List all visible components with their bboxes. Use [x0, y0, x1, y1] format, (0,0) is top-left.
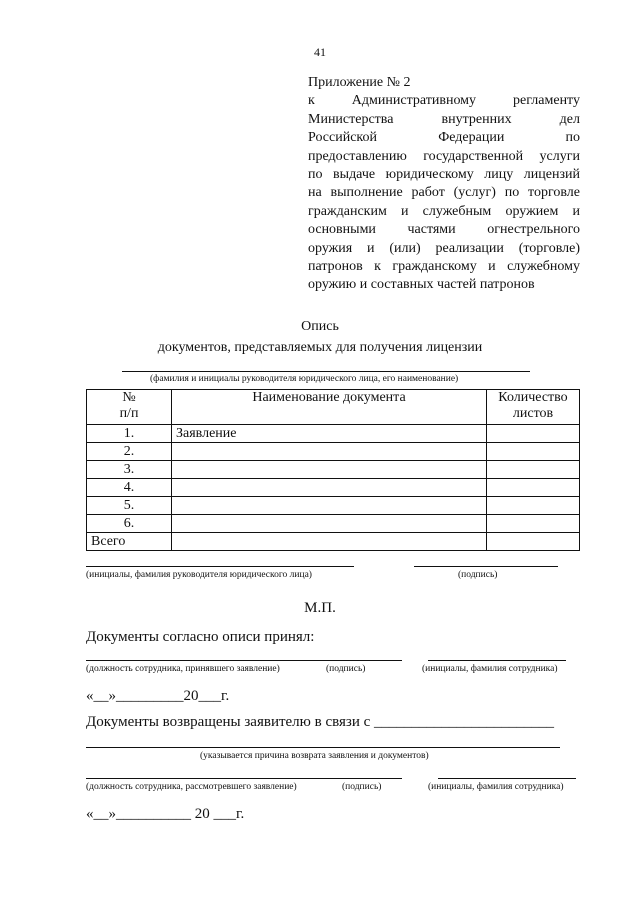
- row-number: 4.: [87, 479, 172, 497]
- table-header-row: [87, 390, 580, 425]
- header-number-line1: №: [122, 390, 136, 405]
- row-document-name: [172, 443, 487, 461]
- annex-line: по выдаче юридическому лицу лицензий: [308, 167, 580, 183]
- head-signature-line: [414, 566, 558, 567]
- returned-date: «__»__________ 20 ___г.: [86, 806, 245, 822]
- row-document-name: Заявление: [172, 425, 487, 443]
- head-name-line: [86, 566, 354, 567]
- inventory-subtitle: документов, представляемых для получения лицензии: [157, 340, 483, 355]
- annex-line: патронов к гражданскому и служебному: [308, 259, 580, 275]
- table-row: [87, 479, 580, 497]
- table-row: [87, 461, 580, 479]
- header-sheets: [487, 390, 580, 425]
- head-name-caption: (инициалы, фамилия руководителя юридического лица): [86, 570, 312, 580]
- row-document-name: [172, 515, 487, 533]
- row-sheets: [487, 443, 580, 461]
- accepted-label: Документы согласно описи принял:: [86, 629, 315, 645]
- header-sheets-line2: листов: [512, 406, 554, 421]
- row-number: 3.: [87, 461, 172, 479]
- table-total-row: [87, 533, 580, 551]
- row-number: 5.: [87, 497, 172, 515]
- returned-signature-caption: (подпись): [342, 782, 382, 792]
- row-sheets: [487, 497, 580, 515]
- annex-line: оружия и (или) реализации (торговле): [308, 240, 580, 256]
- annex-line: предоставлению государственной услуги: [308, 148, 580, 164]
- accepted-date: «__»_________20___г.: [86, 688, 230, 704]
- org-name-line: [122, 371, 530, 372]
- returned-name-line: [438, 778, 576, 779]
- annex-line: Министерства внутренних дел: [308, 111, 580, 127]
- row-sheets: [487, 461, 580, 479]
- row-sheets: [487, 515, 580, 533]
- table-row: [87, 425, 580, 443]
- row-sheets: [487, 425, 580, 443]
- total-document-name: [172, 533, 487, 551]
- row-document-name: [172, 479, 487, 497]
- table-row: [87, 443, 580, 461]
- returned-position-caption: (должность сотрудника, рассмотревшего заявление): [86, 782, 297, 792]
- header-sheets-line1: Количество: [498, 390, 568, 405]
- head-signature-caption: (подпись): [458, 570, 498, 580]
- annex-line: основными частями огнестрельного: [308, 222, 580, 238]
- annex-line: гражданским и служебным оружием и: [308, 203, 580, 219]
- return-reason-line: [86, 747, 560, 748]
- row-sheets: [487, 479, 580, 497]
- accepted-name-caption: (инициалы, фамилия сотрудника): [422, 664, 558, 674]
- org-name-caption: (фамилия и инициалы руководителя юридического лица, его наименование): [150, 374, 459, 384]
- documents-table: [86, 389, 580, 551]
- annex-line: на выполнение работ (услуг) по торговле: [308, 185, 580, 201]
- returned-label: Документы возвращены заявителю в связи с ________________________: [86, 714, 555, 730]
- table-row: [87, 497, 580, 515]
- accepted-position-caption: (должность сотрудника, принявшего заявление): [86, 664, 280, 674]
- returned-name-caption: (инициалы, фамилия сотрудника): [428, 782, 564, 792]
- total-label: Всего: [87, 533, 172, 551]
- table-row: [87, 515, 580, 533]
- annex-block: [308, 74, 580, 295]
- page-number: 41: [314, 45, 326, 59]
- row-document-name: [172, 497, 487, 515]
- row-document-name: [172, 461, 487, 479]
- row-number: 2.: [87, 443, 172, 461]
- header-number: [87, 390, 172, 425]
- row-number: 6.: [87, 515, 172, 533]
- header-document-name: Наименование документа: [172, 390, 487, 425]
- accepted-name-line: [428, 660, 566, 661]
- returned-position-line: [86, 778, 402, 779]
- inventory-title: Опись: [301, 319, 339, 334]
- stamp-place: М.П.: [304, 600, 336, 616]
- annex-line: к Административному регламенту: [308, 93, 580, 109]
- annex-title: Приложение № 2: [308, 75, 411, 90]
- accepted-position-line: [86, 660, 402, 661]
- total-sheets: [487, 533, 580, 551]
- row-number: 1.: [87, 425, 172, 443]
- annex-line: Российской Федерации по: [308, 130, 580, 146]
- header-number-line2: п/п: [119, 406, 139, 421]
- return-reason-caption: (указывается причина возврата заявления и документов): [200, 751, 429, 761]
- annex-last-line: оружию и составных частей патронов: [308, 277, 535, 293]
- accepted-signature-caption: (подпись): [326, 664, 366, 674]
